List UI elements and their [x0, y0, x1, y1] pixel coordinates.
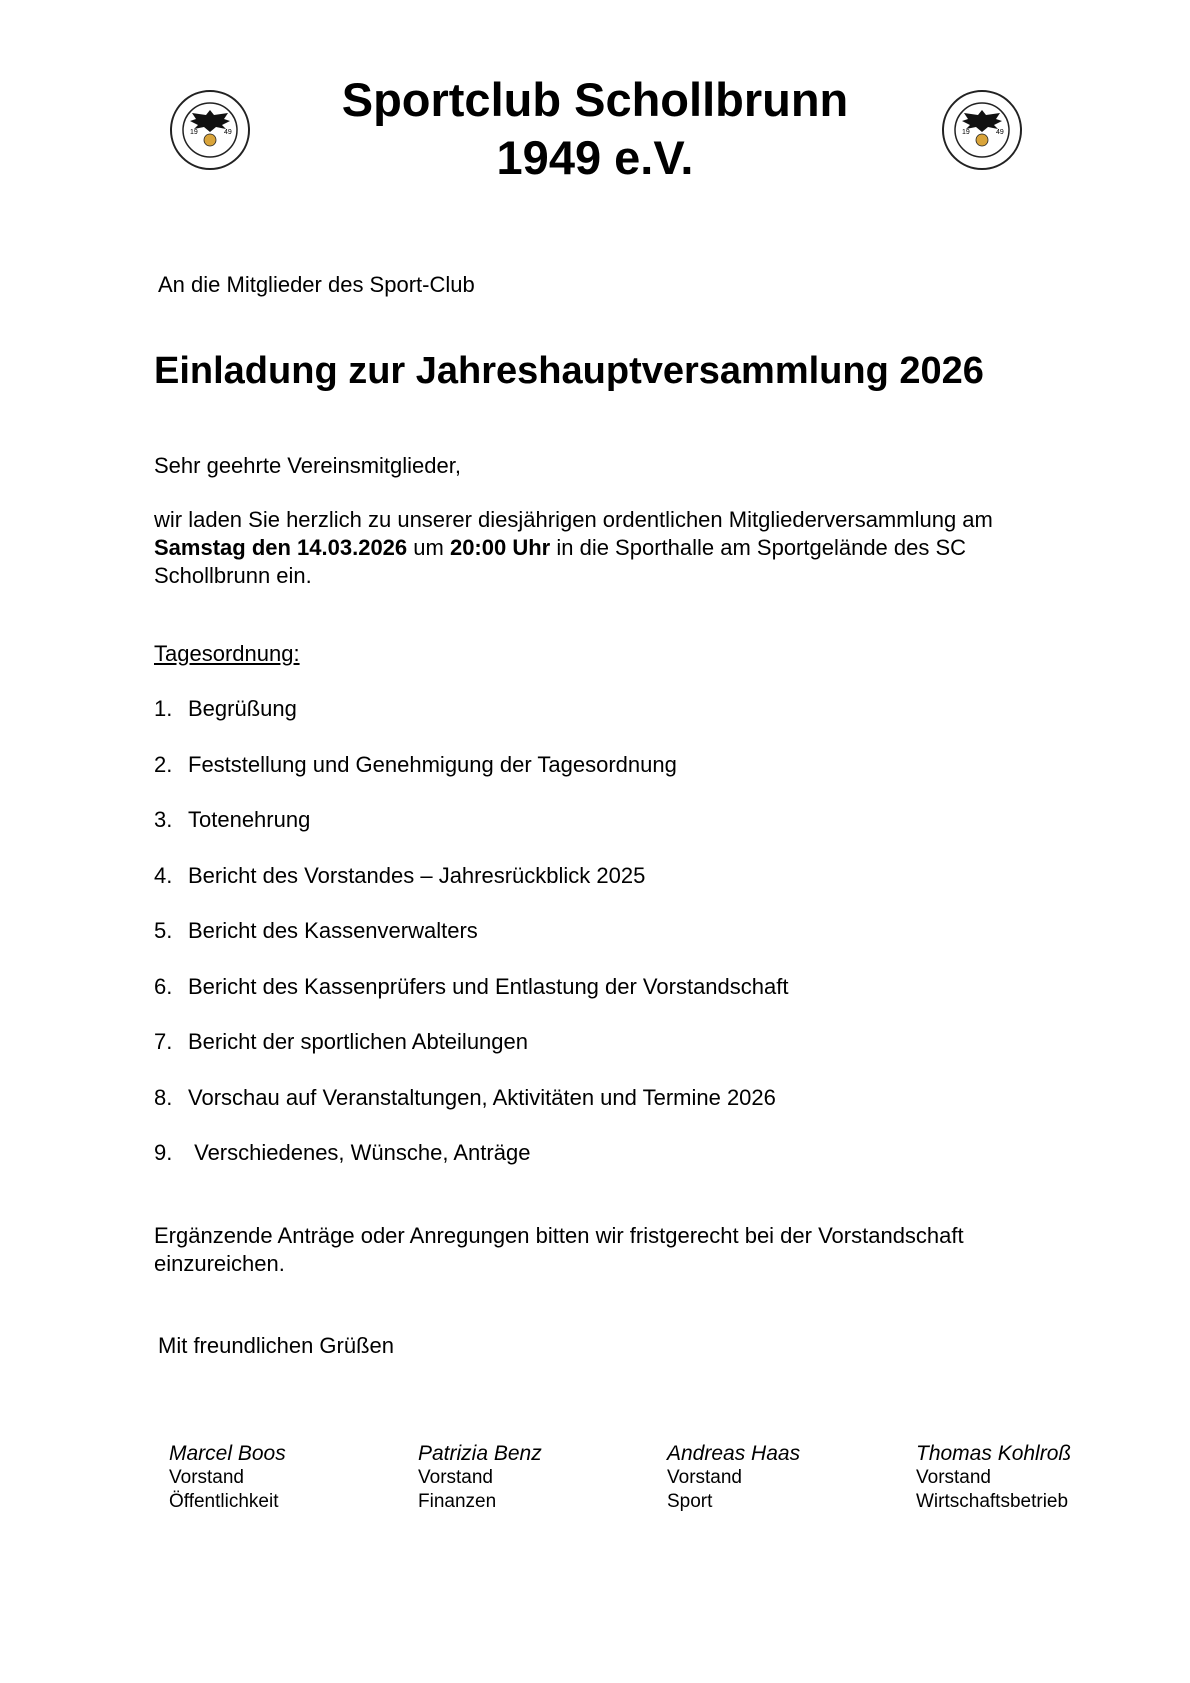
svg-text:19: 19	[190, 129, 198, 136]
agenda-item	[154, 696, 788, 752]
svg-text:49: 49	[996, 129, 1004, 136]
signature-block	[418, 1442, 542, 1514]
signatory-dept: Wirtschaftsbetrieb	[916, 1491, 1069, 1512]
invitation-text: wir laden Sie herzlich zu unserer diesjährigen ordentlichen Mitgliederversammlung am	[154, 507, 993, 532]
agenda-text: Totenehrung	[188, 807, 311, 832]
invitation-text: in die Sporthalle am Sportgelände des SC Schollbrunn ein.	[154, 535, 967, 588]
recipient-line: An die Mitglieder des Sport-Club	[158, 272, 475, 297]
agenda-number: 6.	[154, 973, 173, 999]
signature-block	[667, 1442, 800, 1514]
signatory-dept: Finanzen	[418, 1491, 497, 1512]
agenda-text: Feststellung und Genehmigung der Tagesordnung	[188, 751, 677, 777]
club-name: Sportclub Schollbrunn	[341, 73, 849, 126]
agenda-title: Tagesordnung:	[154, 641, 300, 666]
svg-text:19: 19	[962, 129, 970, 136]
invitation-text: um	[407, 535, 450, 560]
agenda-number: 5.	[154, 918, 173, 943]
meeting-date: Samstag den 14.03.2026	[154, 535, 408, 560]
agenda-number: 7.	[154, 1029, 173, 1054]
signatory-dept: Sport	[667, 1491, 713, 1512]
signature-block	[169, 1442, 286, 1514]
agenda-number: 4.	[154, 862, 173, 888]
greeting: Mit freundlichen Grüßen	[158, 1333, 394, 1358]
signatory-name: Patrizia Benz	[418, 1442, 542, 1465]
agenda-item	[154, 974, 788, 1030]
agenda-item	[154, 1085, 788, 1141]
agenda-text: Verschiedenes, Wünsche, Anträge	[188, 1140, 531, 1165]
signatory-name: Thomas Kohlroß	[916, 1442, 1072, 1465]
agenda-text: Bericht der sportlichen Abteilungen	[188, 1029, 528, 1054]
salutation: Sehr geehrte Vereinsmitglieder,	[154, 453, 461, 478]
agenda-item	[154, 918, 788, 974]
agenda-number: 3.	[154, 807, 173, 832]
agenda-item	[154, 752, 788, 808]
agenda-number: 1.	[154, 696, 173, 721]
signatory-role: Vorstand	[169, 1467, 244, 1488]
svg-text:49: 49	[224, 129, 232, 136]
agenda-text: Bericht des Kassenverwalters	[188, 918, 478, 943]
agenda-number: 8.	[154, 1084, 173, 1110]
agenda-list	[154, 696, 788, 1196]
agenda-text: Begrüßung	[188, 696, 297, 721]
invitation-paragraph	[154, 506, 1054, 590]
club-founding: 1949 e.V.	[496, 131, 694, 184]
signatory-role: Vorstand	[667, 1467, 742, 1488]
signature-block	[916, 1442, 1071, 1514]
agenda-text: Bericht des Kassenprüfers und Entlastung der Vorstandschaft	[188, 973, 789, 999]
agenda-item	[154, 1029, 788, 1085]
agenda-item	[154, 807, 788, 863]
signatory-role: Vorstand	[418, 1467, 493, 1488]
agenda-item	[154, 863, 788, 919]
signatory-role: Vorstand	[916, 1467, 991, 1488]
signatory-dept: Öffentlichkeit	[169, 1491, 279, 1512]
document-heading: Einladung zur Jahreshauptversammlung 2026	[154, 350, 984, 392]
signatory-name: Andreas Haas	[667, 1442, 801, 1465]
meeting-time: 20:00 Uhr	[449, 535, 551, 560]
agenda-text: Vorschau auf Veranstaltungen, Aktivitäten und Termine 2026	[188, 1084, 776, 1110]
agenda-number: 9.	[154, 1140, 173, 1165]
agenda-text: Bericht des Vorstandes – Jahresrückblick 2025	[188, 862, 646, 888]
agenda-item	[154, 1140, 788, 1196]
signatory-name: Marcel Boos	[169, 1442, 286, 1465]
agenda-number: 2.	[154, 751, 173, 777]
closing-paragraph: Ergänzende Anträge oder Anregungen bitten wir fristgerecht bei der Vorstandschaft einzureichen.	[154, 1223, 964, 1276]
